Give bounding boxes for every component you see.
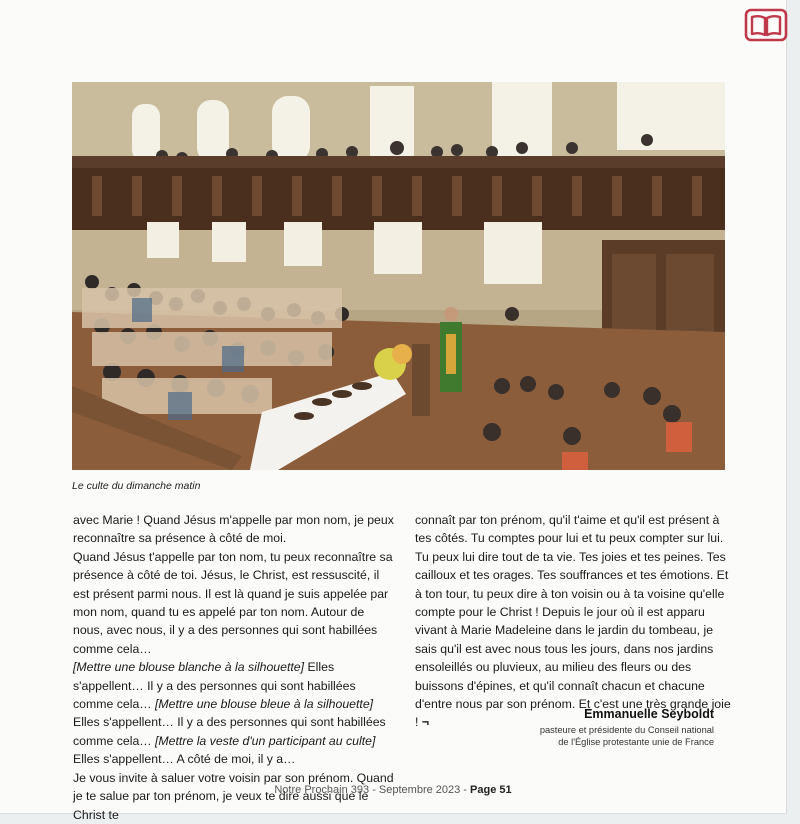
stage-direction: [Mettre la veste d'un participant au culte] [155,733,376,748]
author-role-line2: de l'Église protestante unie de France [558,737,714,747]
author-name: Emmanuelle Seyboldt [584,707,714,721]
book-icon [744,8,788,42]
paragraph: avec Marie ! Quand Jésus m'appelle par mon nom, je peux reconnaître sa présence à côté de moi. [73,513,394,546]
signature-block [414,707,714,748]
stage-direction: [Mettre une blouse bleue à la silhouette] [155,697,374,712]
page-number: Page 51 [470,784,512,796]
end-of-article-mark: ¬ [421,715,430,730]
stage-direction: [Mettre une blouse blanche à la silhouette] [73,660,305,675]
author-role-line1: pasteure et présidente du Conseil national [539,725,714,735]
publication-info: Notre Prochain 393 - Septembre 2023 - [274,784,471,796]
article-right-column [415,511,731,732]
paragraph: connaît par ton prénom, qu'il t'aime et qu'il est présent à tes côtés. Tu comptes pour lui et tu peux compter sur lui. Tu peux lui dire tout de ta vie. Tes joies et tes peines. Tes cailloux et tes orages. Tes souffrances et tes émotions. Et à ton tour, tu peux dire à ton voisin ou à ta voisine qu'elle compte pour le Christ ! Depuis le jour où il est apparu vivant à Marie Madeleine dans le jardin du tombeau, je sais qu'il est avec nous tous les jours, dans nos jardins ensoleillés ou pluvieux, au milieu des fleurs ou des buissons d'épines, et qu'il connaît chacun et chacune d'entre nous par son prénom. Et c'est une très grande joie ! ¬ [415,513,731,730]
article-left-column [73,511,397,824]
paragraph: Quand Jésus t'appelle par ton nom, tu peux reconnaître sa présence à côté de toi. Jésus, le Christ, est ressuscité, il est présent parmi nous. Il est là quand je suis appelée par mon nom, quand tu es appelé par ton nom. Autour de nous, avec nous, il y a des personnes qui sont habillées comme cela… [Mettre une blouse blanche à la silhouette] Elles s'appellent… Il y a des personnes qui sont habillées comme cela… [Mettre une blouse bleue à la silhouette] Elles s'appellent… Il y a des personnes qui sont habillées comme cela… [Mettre la veste d'un participant au culte] Elles s'appellent… A côté de moi, il y a… [73,549,393,767]
paragraph: Je vous invite à saluer votre voisin par son prénom. Quand je te salue par ton prénom, je veux te dire aussi que le Christ te [73,770,394,822]
photo-caption: Le culte du dimanche matin [72,480,201,492]
church-service-photo [72,82,725,470]
page-footer [0,784,786,796]
